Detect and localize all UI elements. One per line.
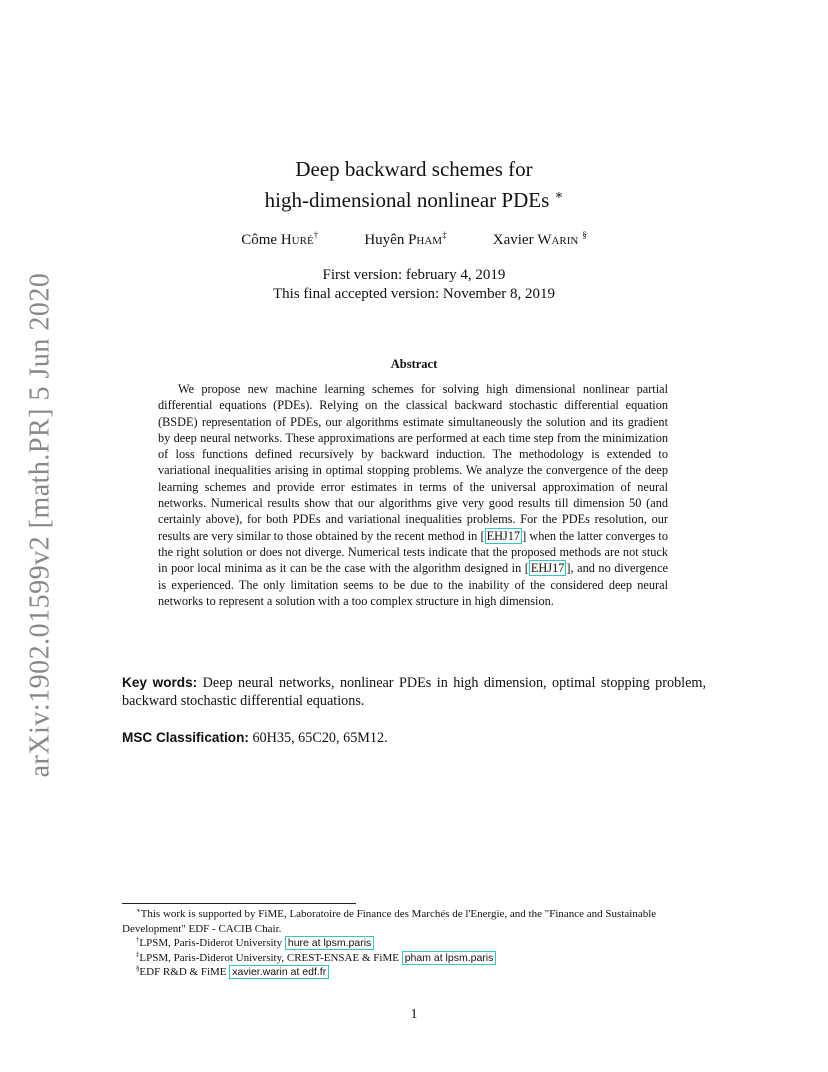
footnote-3-mark: ‡ <box>136 950 140 958</box>
msc-label: MSC Classification: <box>122 730 249 745</box>
title-footnote-mark[interactable]: ∗ <box>554 187 564 202</box>
author-1-last: Huré <box>280 232 314 248</box>
footnote-funding <box>122 907 706 936</box>
author-2-first: Huyên <box>364 232 405 248</box>
author-2-last: Pham <box>408 232 443 248</box>
footnote-hure <box>122 936 706 951</box>
keywords-text: Deep neural networks, nonlinear PDEs in high dimension, optimal stopping problem, backward stochastic differential equations. <box>122 675 707 709</box>
author-3-last: Warin <box>537 232 579 248</box>
page-number: 1 <box>410 1007 418 1022</box>
title-line-2 <box>160 185 668 216</box>
footnote-1-mark: ∗ <box>136 907 141 915</box>
abstract-body: We propose new machine learning schemes for solving high dimensional nonlinear partial differential equations (PDEs). Relying on the classical backward stochastic differential equation (BSDE) representation of PDEs, our algorithms estimate simultaneously the solution and its gradient by deep neural networks. These approximations are performed at each time step from the minimization of loss functions defined recursively by backward induction. The methodology is extended to variational inequalities arising in optimal stopping problems. We analyze the convergence of the deep learning schemes and provide error estimates in terms of the universal approximation of neural networks. Numerical results show that our algorithms give very good results till dimension 50 (and certainly above), for both PDEs and variational inequalities problems. For the PDEs resolution, our results are very similar to those obtained by the recent method in [ EHJ17 ] when the latter converges to the right solution or does not diverge. Numerical tests indicate that the proposed methods are not stuck in poor local minima as it can be the case with the algorithm designed in [ EHJ17 ], and no divergence is experienced. The only limitation seems to be due to the inability of the considered deep neural networks to represent a solution with a too complex structure in high dimension. <box>158 382 668 608</box>
email-link-warin[interactable]: xavier.warin at edf.fr <box>229 965 329 979</box>
citation-link-ehj17-second[interactable]: EHJ17 <box>530 561 565 576</box>
author-3-first: Xavier <box>492 232 534 248</box>
version-dates <box>160 266 668 304</box>
arxiv-stamp <box>10 272 70 778</box>
author-3-mark[interactable]: § <box>582 231 587 241</box>
footnote-1-text: This work is supported by FiME, Laboratoire de Finance des Marchés de l'Energie, and the "Finance and Sustainable Development" EDF - CACIB Chair. <box>122 908 657 935</box>
abstract-text-2: when the latter converges to the right solution or does not diverge. Numerical tests indicate that the proposed methods are not stuck in poor local minima as it can be the case with the algorithm designed in <box>158 528 668 576</box>
author-3 <box>493 232 587 249</box>
first-version-date: First version: february 4, 2019 <box>322 267 506 283</box>
footnote-4-text: EDF R&D & FiME <box>139 966 230 978</box>
msc-text: 60H35, 65C20, 65M12. <box>252 730 388 746</box>
title-line-2-text: high-dimensional nonlinear PDEs <box>264 188 550 212</box>
footnote-warin <box>122 965 706 980</box>
keywords-label: Key words: <box>122 675 198 690</box>
msc-classification <box>122 730 706 747</box>
footnote-3-text: LPSM, Paris-Diderot University, CREST-ENSAE & FiME <box>139 951 402 964</box>
footnote-2-text: LPSM, Paris-Diderot University <box>139 937 285 949</box>
abstract-text-1: We propose new machine learning schemes for solving high dimensional nonlinear partial differential equations (PDEs). Relying on the classical backward stochastic differential equation (BSDE) representation of PDEs, our algorithms estimate simultaneously the solution and its gradient by deep neural networks. These approximations are performed at each time step from the minimization of loss functions defined recursively by backward induction. The methodology is extended to variational inequalities arising in optimal stopping problems. We analyze the convergence of the deep learning schemes and provide error estimates in terms of the universal approximation of neural networks. Numerical results show that our algorithms give very good results till dimension 50 (and certainly above), for both PDEs and variational inequalities problems. For the PDEs resolution, our results are very similar to those obtained by the recent method in <box>158 382 668 543</box>
author-2 <box>364 232 446 249</box>
email-link-pham[interactable]: pham at lpsm.paris <box>402 951 497 965</box>
author-1 <box>241 232 318 249</box>
paper-title <box>160 154 668 216</box>
title-line-1: Deep backward schemes for <box>295 157 533 181</box>
footnote-pham <box>122 951 706 966</box>
abstract-heading: Abstract <box>390 357 438 371</box>
footnote-2-mark: † <box>136 936 140 944</box>
footnotes <box>122 907 706 980</box>
arxiv-stamp-text: arXiv:1902.01599v2 [math.PR] 5 Jun 2020 <box>24 272 55 778</box>
author-list <box>160 232 668 249</box>
abstract-text-3: , and no divergence is experienced. The only limitation seems to be due to the inability of the considered deep neural networks to represent a solution with a too complex structure in high dimension. <box>158 561 668 608</box>
footnote-4-mark: § <box>136 965 140 973</box>
citation-link-ehj17[interactable]: EHJ17 <box>486 528 521 543</box>
author-2-mark[interactable]: ‡ <box>442 231 447 241</box>
author-1-mark[interactable]: † <box>313 231 319 241</box>
footnote-divider <box>122 903 356 904</box>
keywords <box>122 674 706 710</box>
author-1-first: Côme <box>241 232 278 248</box>
final-version-date: This final accepted version: November 8, 2019 <box>273 286 555 302</box>
email-link-hure[interactable]: hure at lpsm.paris <box>285 936 374 950</box>
